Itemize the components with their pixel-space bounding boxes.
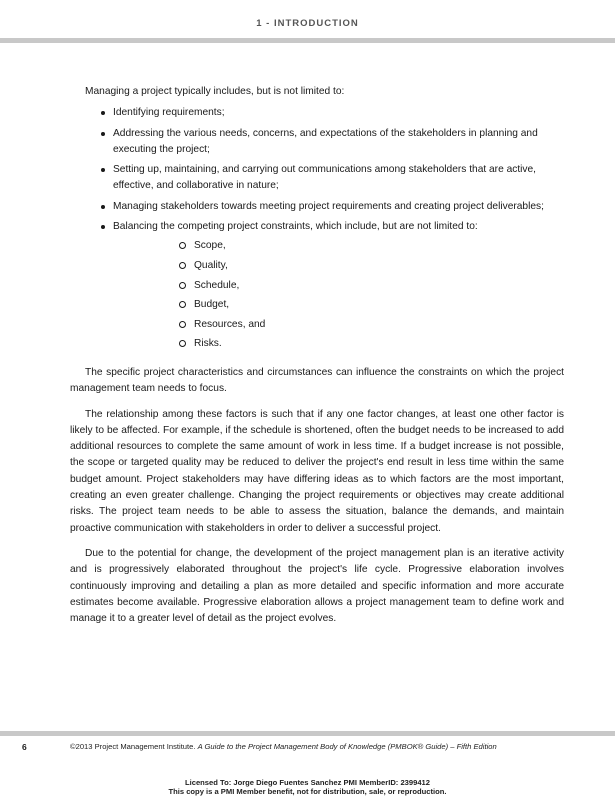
- list-item: [70, 219, 564, 356]
- sub-list-item-text: Risks.: [194, 338, 222, 350]
- list-item: [70, 105, 564, 121]
- list-item: [70, 162, 564, 195]
- bullet-list: [70, 105, 564, 356]
- circle-bullet-icon: [179, 301, 186, 308]
- constraint-sublist: [113, 238, 564, 356]
- header-rule: [0, 38, 615, 43]
- sub-list-item: [113, 317, 564, 337]
- license-line-1: Licensed To: Jorge Diego Fuentes Sanchez PMI MemberID: 2399412: [184, 778, 431, 787]
- list-item-text: Identifying requirements;: [113, 107, 225, 119]
- circle-bullet-icon: [179, 242, 186, 249]
- circle-bullet-icon: [179, 321, 186, 328]
- paragraph-constraints: The specific project characteristics and circumstances can influence the constraints on which the project management team needs to focus.: [70, 366, 564, 395]
- sub-list-item: [113, 336, 564, 356]
- copyright-text: ©2013 Project Management Institute.: [70, 742, 196, 751]
- intro-sentence: Managing a project typically includes, but is not limited to:: [85, 86, 345, 97]
- sub-list-item: [113, 238, 564, 258]
- sub-list-item-text: Schedule,: [194, 279, 240, 291]
- footer-rule: [0, 731, 615, 736]
- sub-list-item-text: Resources, and: [194, 318, 266, 330]
- page-number: 6: [22, 742, 27, 752]
- bullet-icon: [101, 205, 105, 209]
- chapter-header: 1 - INTRODUCTION: [256, 18, 359, 29]
- sub-list-item-text: Scope,: [194, 240, 226, 252]
- list-item-text: Setting up, maintaining, and carrying out communications among stakeholders that are active, effective, and collaborative in nature;: [113, 164, 537, 192]
- sub-list-item-text: Budget,: [194, 299, 230, 311]
- license-line-2: This copy is a PMI Member benefit, not for distribution, sale, or reproduction.: [168, 786, 447, 796]
- paragraph-relationship: The relationship among these factors is such that if any one factor changes, at least one other factor is likely to be affected. For example, if the schedule is shortened, often the budget needs to be increased to add additional resources to complete the same amount of work in less time. If a budget increase is not possible, the scope or targeted quality may be reduced to deliver the project's end result in less time within the same budget amount. Project stakeholders may have differing ideas as to which factors are the most important, creating an even greater challenge. Changing the project requirements or objectives may create additional risks. The project team needs to be able to assess the situation, balance the demands, and maintain proactive communication with stakeholders in order to deliver a successful project.: [70, 408, 564, 534]
- page-body: [70, 84, 564, 627]
- circle-bullet-icon: [179, 340, 186, 347]
- list-item-text: Addressing the various needs, concerns, and expectations of the stakeholders in planning and executing the project;: [113, 127, 538, 155]
- sub-list-item: [113, 278, 564, 298]
- bullet-icon: [101, 111, 105, 115]
- bullet-icon: [101, 132, 105, 136]
- sub-list-item: [113, 297, 564, 317]
- list-item: [70, 126, 564, 159]
- list-item: [70, 199, 564, 215]
- paragraph-elaboration: Due to the potential for change, the development of the project management plan is an iterative activity and is progressively elaborated throughout the project's life cycle. Progressive elaboration involves continuously improving and detailing a plan as more detailed and specific information and more accurate estimates become available. Progressive elaboration allows a project management team to define work and manage it to a greater level of detail as the project evolves.: [70, 547, 564, 625]
- bullet-icon: [101, 168, 105, 172]
- circle-bullet-icon: [179, 282, 186, 289]
- license-notice: [0, 779, 615, 796]
- footer-citation: [70, 742, 497, 751]
- bullet-icon: [101, 225, 105, 229]
- sub-list-item-text: Quality,: [194, 259, 228, 271]
- book-title: A Guide to the Project Management Body of Knowledge (PMBOK® Guide) – Fifth Edition: [197, 742, 497, 751]
- sub-list-item: [113, 258, 564, 278]
- list-item-text: Balancing the competing project constraints, which include, but are not limited to:: [113, 221, 478, 233]
- circle-bullet-icon: [179, 262, 186, 269]
- list-item-text: Managing stakeholders towards meeting project requirements and creating project deliverables;: [113, 200, 544, 212]
